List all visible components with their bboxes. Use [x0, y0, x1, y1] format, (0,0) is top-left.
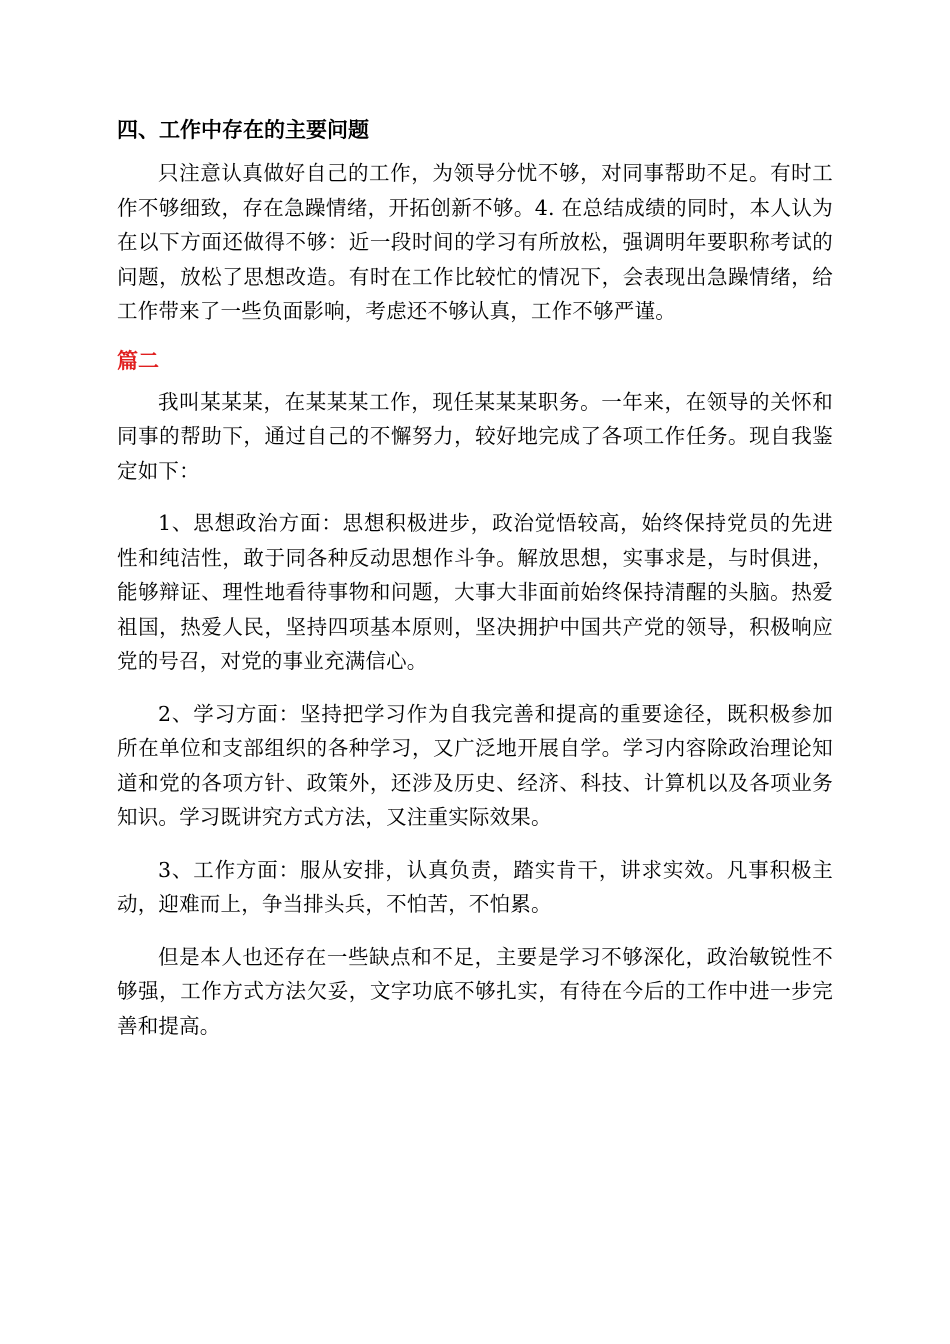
- document-body: [117, 112, 833, 1061]
- paragraph-intro: 我叫某某某，在某某某工作，现任某某某职务。一年来，在领导的关怀和同事的帮助下，通过自己的不懈努力，较好地完成了各项工作任务。现自我鉴定如下：: [117, 389, 833, 483]
- paragraph-political-thought: 1、思想政治方面：思想积极进步，政治觉悟较高，始终保持党员的先进性和纯洁性，敢于同各种反动思想作斗争。解放思想，实事求是，与时俱进，能够辩证、理性地看待事物和问题，大事大非面前始终保持清醒的头脑。热爱祖国，热爱人民，坚持四项基本原则，坚决拥护中国共产党的领导，积极响应党的号召，对党的事业充满信心。: [117, 511, 833, 673]
- part-two-heading: 篇二: [117, 348, 159, 373]
- section-heading-main-problems: 四、工作中存在的主要问题: [117, 118, 369, 142]
- paragraph-main-problems: 只注意认真做好自己的工作，为领导分忧不够，对同事帮助不足。有时工作不够细致，存在急躁情绪，开拓创新不够。4. 在总结成绩的同时，本人认为在以下方面还做得不够：近一段时间的学习有所放松，强调明年要职称考试的问题，放松了思想改造。有时在工作比较忙的情况下，会表现出急躁情绪，给工作带来了一些负面影响，考虑还不够认真，工作不够严谨。: [117, 161, 833, 323]
- paragraph-study: 2、学习方面：坚持把学习作为自我完善和提高的重要途径，既积极参加所在单位和支部组织的各种学习，又广泛地开展自学。学习内容除政治理论知道和党的各项方针、政策外，还涉及历史、经济、科技、计算机以及各项业务知识。学习既讲究方式方法，又注重实际效果。: [117, 701, 833, 829]
- paragraph-work: 3、工作方面：服从安排，认真负责，踏实肯干，讲求实效。凡事积极主动，迎难而上，争当排头兵，不怕苦，不怕累。: [117, 857, 833, 916]
- paragraph-conclusion: 但是本人也还存在一些缺点和不足，主要是学习不够深化，政治敏锐性不够强，工作方式方法欠妥，文字功底不够扎实，有待在今后的工作中进一步完善和提高。: [117, 944, 833, 1038]
